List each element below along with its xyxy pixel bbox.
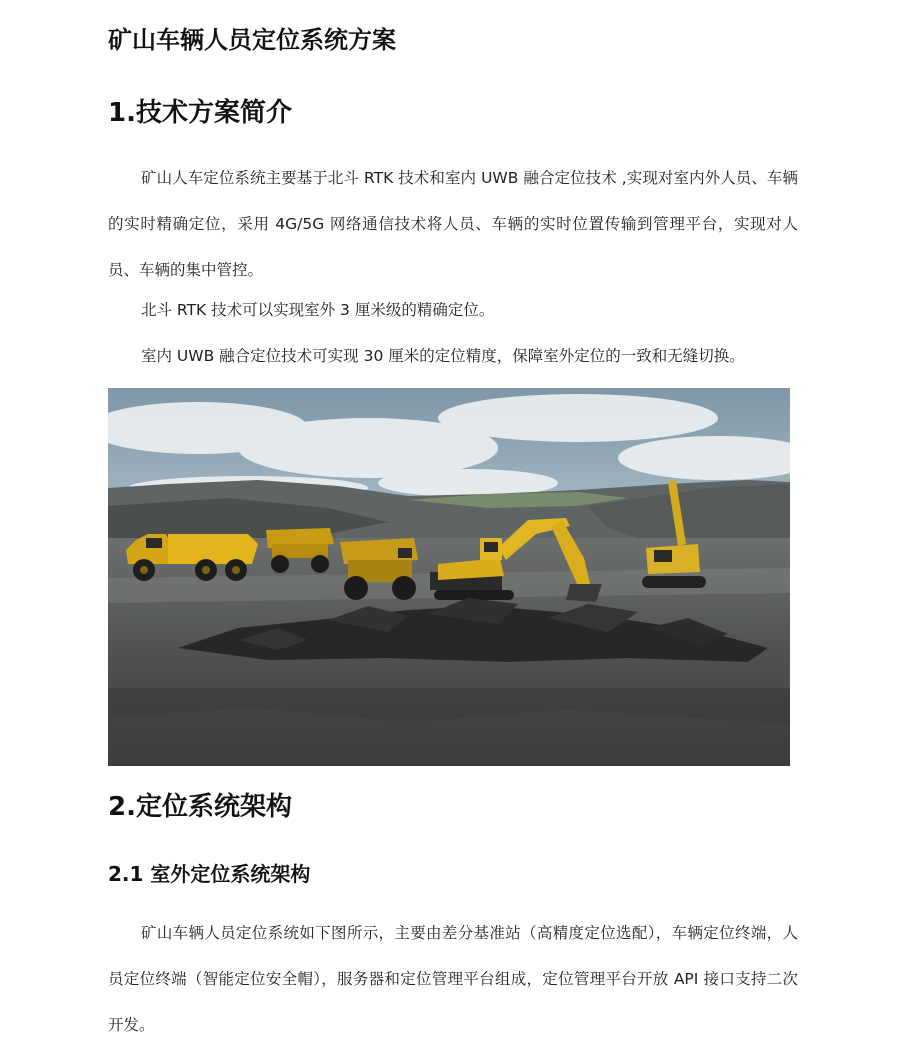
foreground-texture (108, 688, 790, 766)
section1-paragraph3: 室内 UWB 融合定位技术可实现 30 厘米的定位精度，保障室外定位的一致和无缝切换。 (141, 347, 745, 365)
section2-heading: 2.定位系统架构 (108, 792, 292, 822)
mining-site-photo (108, 388, 790, 766)
section1-heading: 1.技术方案简介 (108, 98, 292, 128)
subsection-2-1-heading: 2.1 室外定位系统架构 (108, 862, 311, 886)
section1-paragraph2: 北斗 RTK 技术可以实现室外 3 厘米级的精确定位。 (141, 301, 495, 319)
document-title: 矿山车辆人员定位系统方案 (108, 26, 396, 54)
mining-site-illustration (108, 388, 790, 766)
section1-paragraph1: 矿山人车定位系统主要基于北斗 RTK 技术和室内 UWB 融合定位技术 ,实现对室内外人员、车辆的实时精确定位，采用 4G/5G 网络通信技术将人员、车辆的实时位置传输到管理平台，实现对人员、车辆的集中管控。 (108, 169, 798, 279)
subsection-2-1-paragraph1: 矿山车辆人员定位系统如下图所示，主要由差分基准站（高精度定位选配），车辆定位终端，人员定位终端（智能定位安全帽），服务器和定位管理平台组成，定位管理平台开放 API 接口支持二次开发。 (108, 924, 798, 1034)
